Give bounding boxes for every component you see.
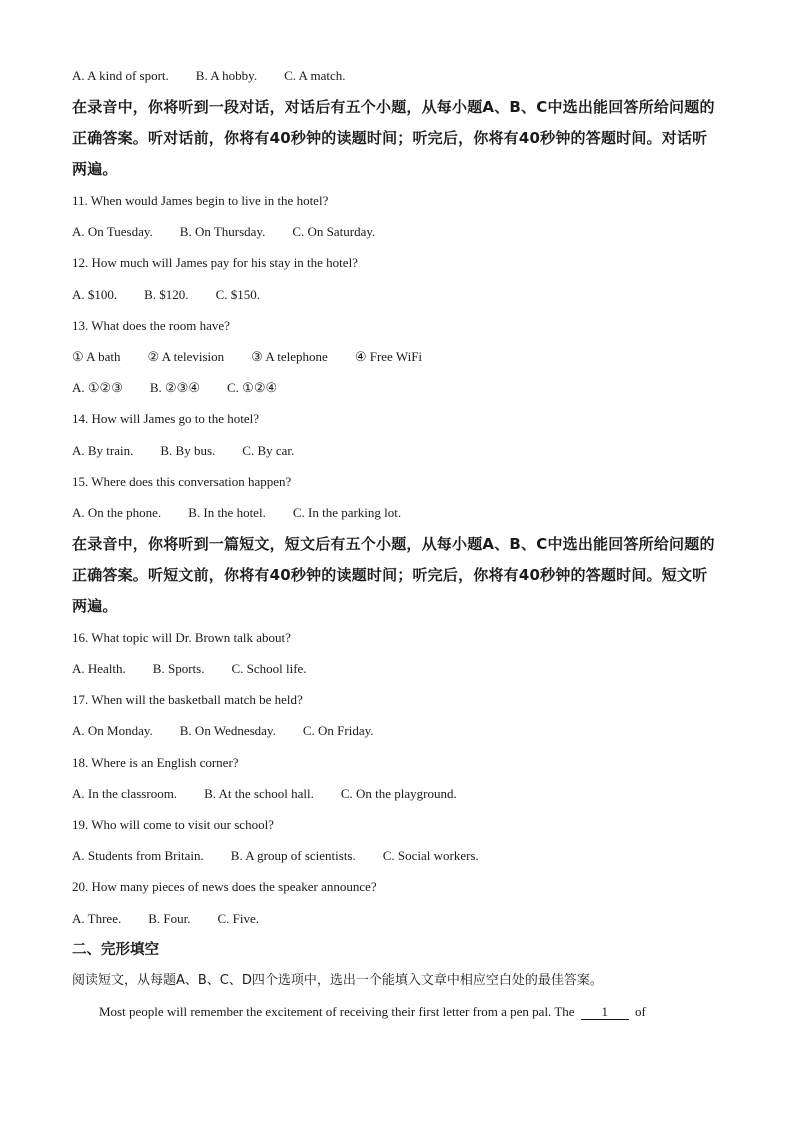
option: C. On Friday. xyxy=(302,723,374,738)
option: B. A group of scientists. xyxy=(230,848,356,863)
option: A. Three. xyxy=(72,911,122,926)
question-16: 16. What topic will Dr. Brown talk about? xyxy=(72,630,291,645)
option: A. $100. xyxy=(72,287,118,302)
option: C. Social workers. xyxy=(382,848,479,863)
question-20-options xyxy=(72,911,259,927)
option: A. By train. xyxy=(72,443,134,458)
option: A. A kind of sport. xyxy=(72,68,169,83)
passage-after: of xyxy=(635,1004,646,1019)
question-20: 20. How many pieces of news does the speaker announce? xyxy=(72,879,377,894)
option: A. Health. xyxy=(72,661,126,676)
option: C. School life. xyxy=(231,661,307,676)
item: ④ Free WiFi xyxy=(354,349,423,364)
question-17-options xyxy=(72,723,374,739)
item: ③ A telephone xyxy=(251,349,328,364)
option: B. A hobby. xyxy=(195,68,258,83)
option: B. $120. xyxy=(144,287,189,302)
option: C. On Saturday. xyxy=(292,224,376,239)
option: B. On Wednesday. xyxy=(179,723,276,738)
question-11-options xyxy=(72,224,375,240)
option: A. Students from Britain. xyxy=(72,848,204,863)
option: C. $150. xyxy=(215,287,260,302)
blank-1: 1 xyxy=(581,1005,629,1020)
option: B. By bus. xyxy=(160,443,216,458)
section-heading: 二、完形填空 xyxy=(72,942,159,958)
option: B. Four. xyxy=(148,911,191,926)
option: B. In the hotel. xyxy=(188,505,266,520)
section-instruction: 阅读短文，从每题A、B、C、D四个选项中，选出一个能填入文章中相应空白处的最佳答案。 xyxy=(72,973,603,988)
option: C. In the parking lot. xyxy=(292,505,402,520)
passage-instruction: 在录音中，你将听到一篇短文，短文后有五个小题，从每小题A、B、C中选出能回答所给问题的正确答案。听短文前，你将有40秒钟的读题时间；听完后，你将有40秒钟的答题时间。短文听两遍。 xyxy=(72,535,715,615)
question-14: 14. How will James go to the hotel? xyxy=(72,411,260,426)
option: B. On Thursday. xyxy=(179,224,266,239)
dialogue-instruction: 在录音中，你将听到一段对话，对话后有五个小题，从每小题A、B、C中选出能回答所给问题的正确答案。听对话前，你将有40秒钟的读题时间；听完后，你将有40秒钟的答题时间。对话听两遍。 xyxy=(72,98,715,178)
question-19: 19. Who will come to visit our school? xyxy=(72,817,274,832)
option: B. ②③④ xyxy=(149,380,200,395)
question-13-items xyxy=(72,349,422,365)
item: ② A television xyxy=(147,349,225,364)
q10-options xyxy=(72,68,345,84)
option: C. A match. xyxy=(284,68,346,83)
option: C. ①②④ xyxy=(227,380,278,395)
question-19-options xyxy=(72,848,479,864)
passage-text xyxy=(99,1004,646,1020)
option: A. ①②③ xyxy=(72,380,123,395)
question-13: 13. What does the room have? xyxy=(72,318,230,333)
question-14-options xyxy=(72,443,294,459)
option: C. Five. xyxy=(217,911,260,926)
question-13-options xyxy=(72,380,277,396)
question-11: 11. When would James begin to live in the hotel? xyxy=(72,193,329,208)
question-18-options xyxy=(72,786,457,802)
question-16-options xyxy=(72,661,307,677)
item: ① A bath xyxy=(72,349,121,364)
question-15-options xyxy=(72,505,401,521)
option: C. By car. xyxy=(242,443,295,458)
option: B. Sports. xyxy=(152,661,205,676)
option: A. In the classroom. xyxy=(72,786,178,801)
passage-before: Most people will remember the excitement of receiving their first letter from a pen pal. The xyxy=(99,1004,575,1019)
option: B. At the school hall. xyxy=(204,786,314,801)
question-18: 18. Where is an English corner? xyxy=(72,755,239,770)
question-12-options xyxy=(72,287,260,303)
option: A. On Monday. xyxy=(72,723,153,738)
option: A. On Tuesday. xyxy=(72,224,153,239)
option: C. On the playground. xyxy=(340,786,457,801)
option: A. On the phone. xyxy=(72,505,162,520)
question-12: 12. How much will James pay for his stay in the hotel? xyxy=(72,255,358,270)
question-17: 17. When will the basketball match be held? xyxy=(72,692,303,707)
question-15: 15. Where does this conversation happen? xyxy=(72,474,292,489)
